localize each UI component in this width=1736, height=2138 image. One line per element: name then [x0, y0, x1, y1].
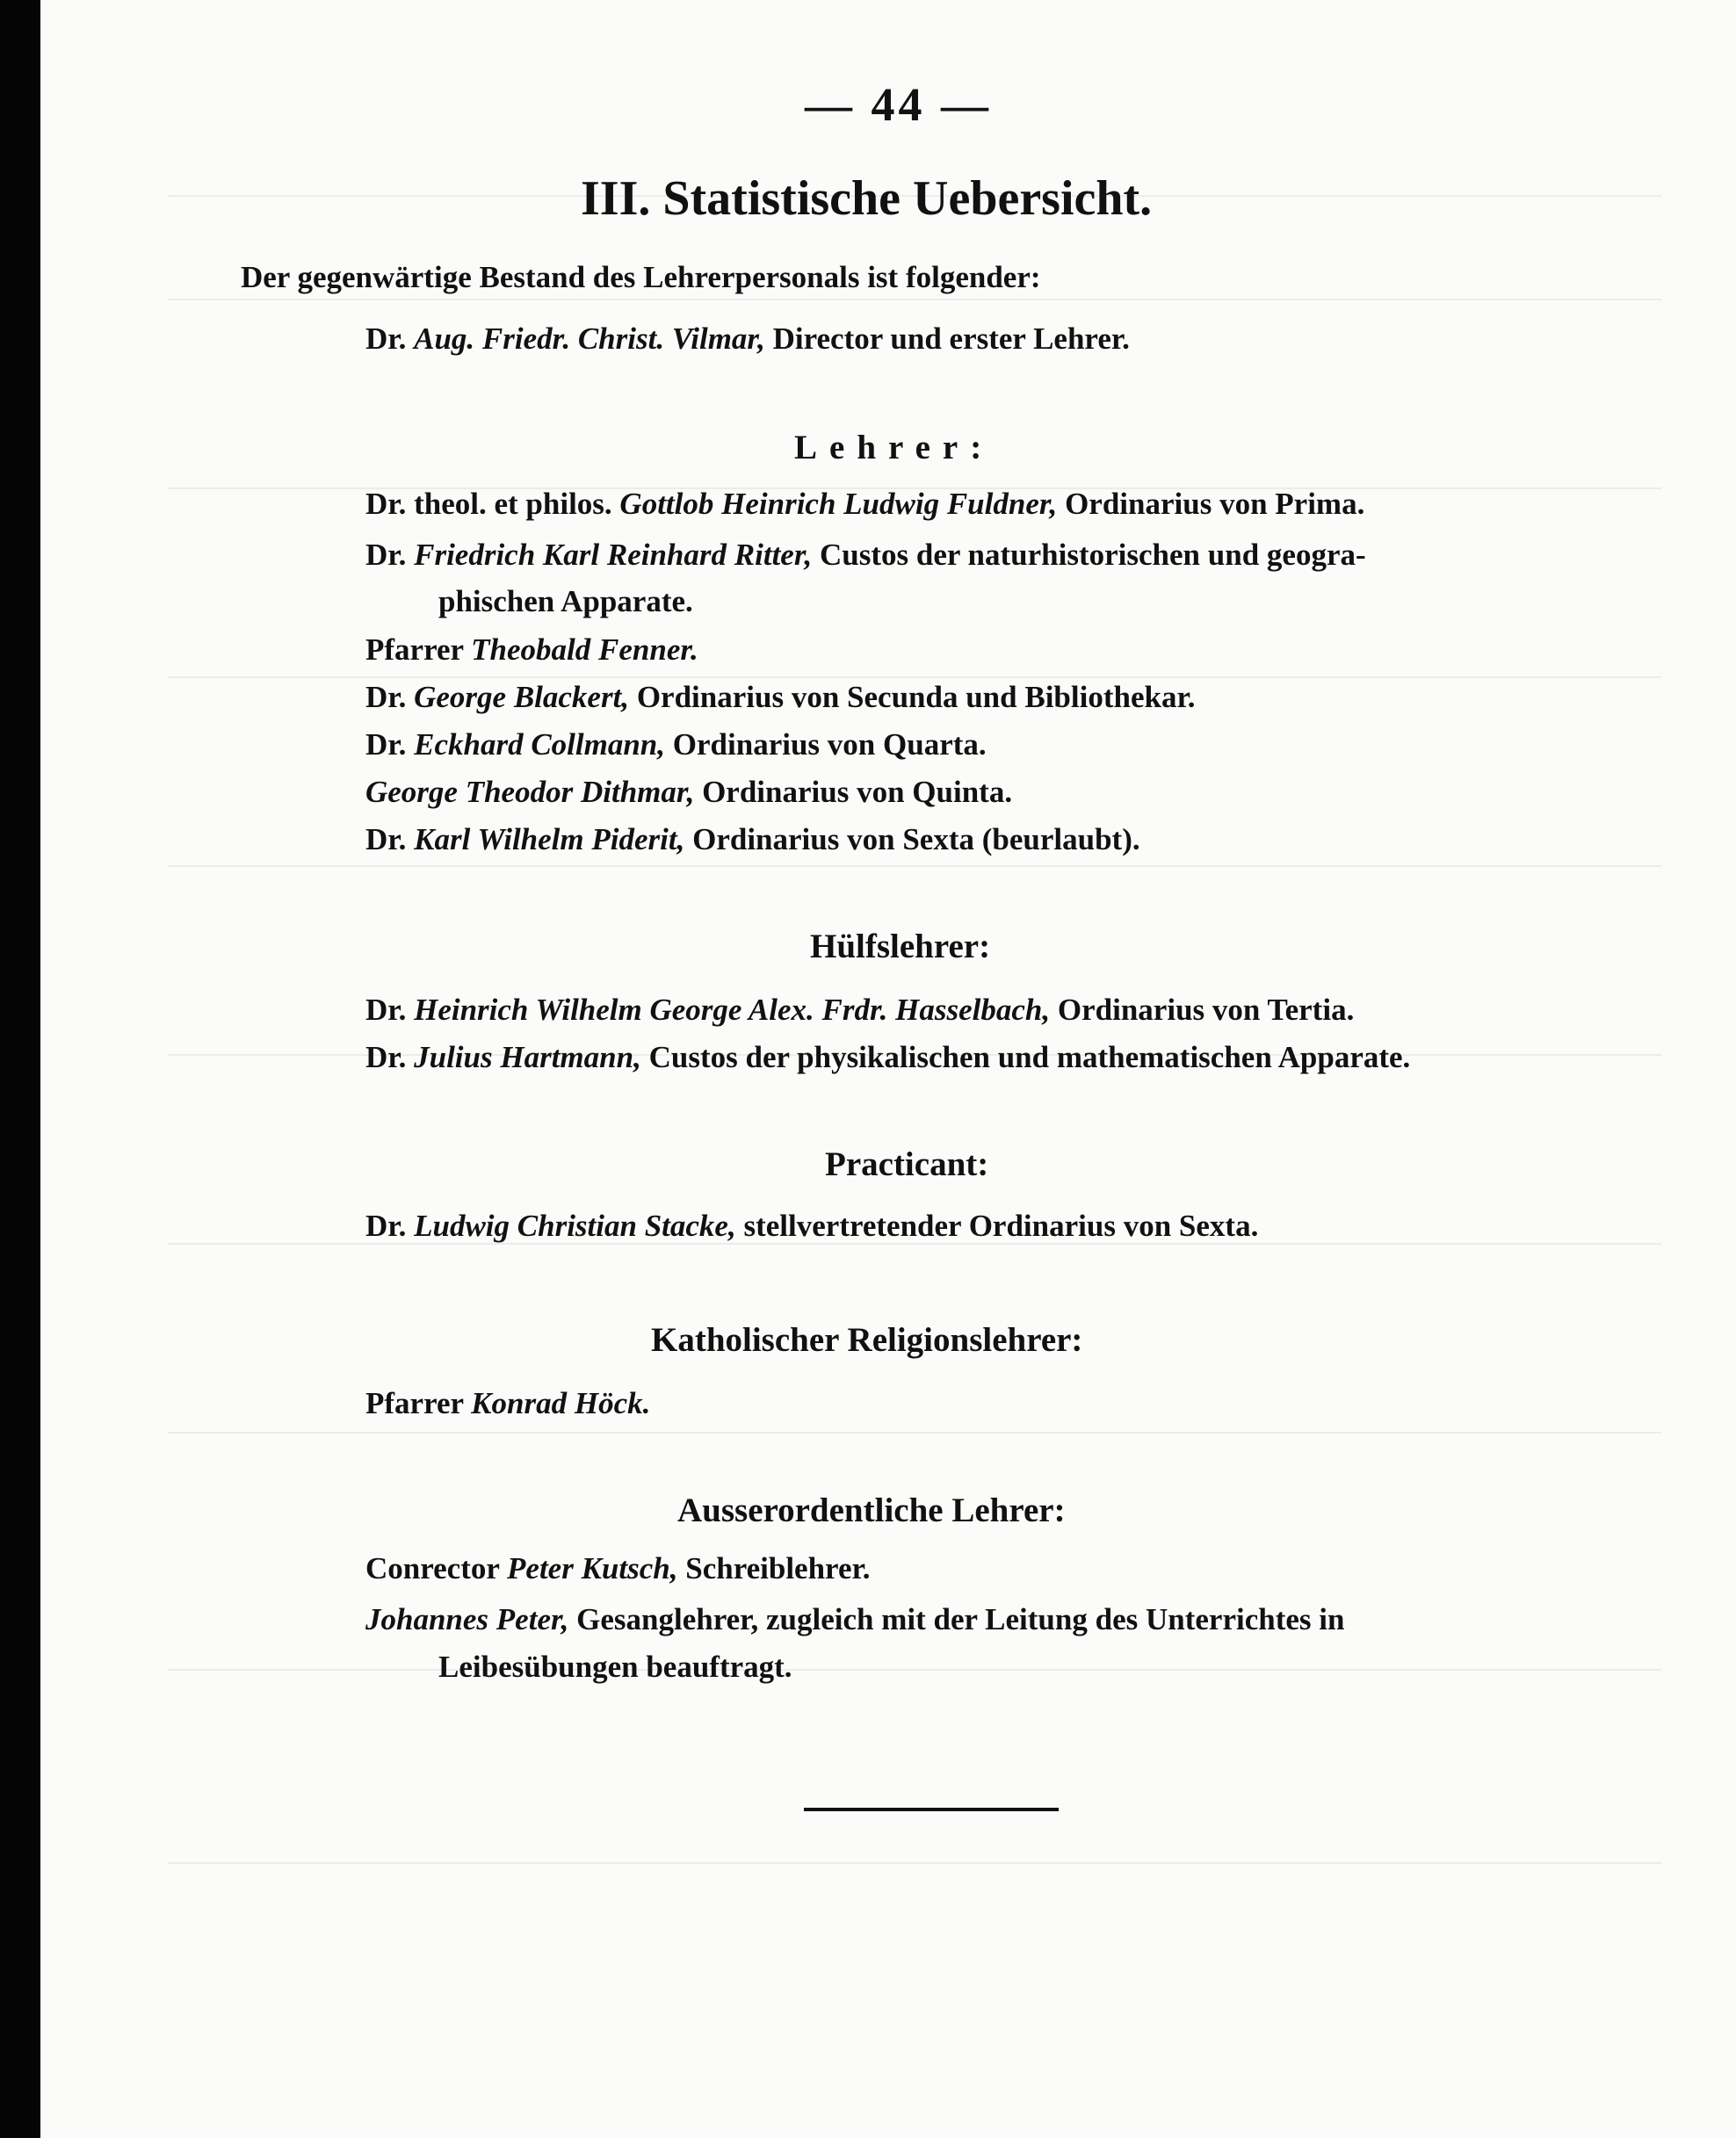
- heading-huelfslehrer: Hülfslehrer:: [810, 928, 991, 965]
- heading-practicant: Practicant:: [825, 1145, 989, 1183]
- entry-name: George Blackert,: [414, 680, 630, 714]
- scan-border: [0, 0, 40, 2138]
- extraordinary-teacher-entry: [365, 1553, 871, 1584]
- entry-name: Friedrich Karl Reinhard Ritter,: [414, 538, 813, 572]
- closing-rule: [804, 1808, 1059, 1811]
- entry-name: Aug. Friedr. Christ. Vilmar,: [414, 321, 765, 356]
- entry-role: Custos der physikalischen und mathematischen Apparate.: [648, 1040, 1411, 1074]
- entry-title: Dr.: [365, 1209, 407, 1243]
- teacher-entry: [365, 634, 698, 665]
- bleed-through-line: [168, 676, 1661, 678]
- entry-name: Karl Wilhelm Piderit,: [414, 822, 685, 856]
- entry-title: Dr.: [365, 680, 407, 714]
- entry-name: Peter Kutsch,: [507, 1551, 678, 1585]
- catholic-teacher-entry: [365, 1388, 650, 1419]
- director-entry: [365, 323, 1130, 354]
- practicant-entry: [365, 1210, 1258, 1241]
- document-page: [40, 0, 1736, 2138]
- entry-name: Julius Hartmann,: [414, 1040, 641, 1074]
- assistant-teacher-entry: [365, 994, 1354, 1025]
- entry-name: Johannes Peter,: [365, 1602, 569, 1636]
- intro-text: Der gegenwärtige Bestand des Lehrerpersonals ist folgender:: [241, 260, 1041, 294]
- extraordinary-teacher-entry-continuation: Leibesübungen beauftragt.: [438, 1650, 792, 1684]
- extraordinary-teacher-entry: [365, 1604, 1344, 1635]
- bleed-through-line: [168, 299, 1661, 300]
- teacher-entry: [365, 824, 1140, 855]
- heading-ausserordentlich: Ausserordentliche Lehrer:: [677, 1492, 1066, 1529]
- teacher-entry: [365, 776, 1012, 807]
- entry-role: Ordinarius von Tertia.: [1057, 993, 1355, 1027]
- entry-title: Pfarrer: [365, 1386, 464, 1420]
- entry-name: Heinrich Wilhelm George Alex. Frdr. Hasselbach,: [414, 993, 1051, 1027]
- heading-katholisch: Katholischer Religionslehrer:: [651, 1321, 1083, 1359]
- entry-role: Custos der naturhistorischen und geogra-: [820, 538, 1366, 572]
- entry-title: Conrector: [365, 1551, 500, 1585]
- entry-name: Gottlob Heinrich Ludwig Fuldner,: [619, 487, 1058, 521]
- entry-role: Director und erster Lehrer.: [772, 321, 1130, 356]
- section-title: III. Statistische Uebersicht.: [581, 171, 1153, 226]
- teacher-entry-continuation: phischen Apparate.: [438, 584, 693, 618]
- entry-title: Dr.: [365, 993, 407, 1027]
- entry-name: Theobald Fenner.: [471, 632, 698, 667]
- entry-title: Dr.: [365, 321, 407, 356]
- teacher-entry: [365, 539, 1366, 570]
- entry-role: Gesanglehrer, zugleich mit der Leitung des Unterrichtes in: [576, 1602, 1345, 1636]
- entry-title: Dr.: [365, 727, 407, 762]
- entry-role: Ordinarius von Quarta.: [672, 727, 987, 762]
- entry-name: Konrad Höck.: [471, 1386, 651, 1420]
- entry-role: stellvertretender Ordinarius von Sexta.: [743, 1209, 1259, 1243]
- page-number: — 44 —: [805, 78, 992, 131]
- bleed-through-line: [168, 1669, 1661, 1671]
- entry-title: Pfarrer: [365, 632, 464, 667]
- entry-role: Ordinarius von Prima.: [1065, 487, 1365, 521]
- entry-title: Dr.: [365, 822, 407, 856]
- heading-lehrer: Lehrer:: [794, 429, 995, 466]
- entry-name: Ludwig Christian Stacke,: [414, 1209, 736, 1243]
- bleed-through-line: [168, 865, 1661, 867]
- entry-role: Schreiblehrer.: [685, 1551, 871, 1585]
- entry-role: Ordinarius von Quinta.: [702, 775, 1013, 809]
- bleed-through-line: [168, 1862, 1661, 1864]
- entry-name: Eckhard Collmann,: [414, 727, 666, 762]
- teacher-entry: [365, 488, 1364, 519]
- entry-title: Dr. theol. et philos.: [365, 487, 612, 521]
- teacher-entry: [365, 682, 1196, 712]
- bleed-through-line: [168, 1243, 1661, 1245]
- entry-name: George Theodor Dithmar,: [365, 775, 695, 809]
- entry-role: Ordinarius von Sexta (beurlaubt).: [692, 822, 1140, 856]
- entry-title: Dr.: [365, 1040, 407, 1074]
- assistant-teacher-entry: [365, 1042, 1410, 1073]
- bleed-through-line: [168, 1432, 1661, 1434]
- entry-title: Dr.: [365, 538, 407, 572]
- teacher-entry: [365, 729, 987, 760]
- entry-role: Ordinarius von Secunda und Bibliothekar.: [636, 680, 1196, 714]
